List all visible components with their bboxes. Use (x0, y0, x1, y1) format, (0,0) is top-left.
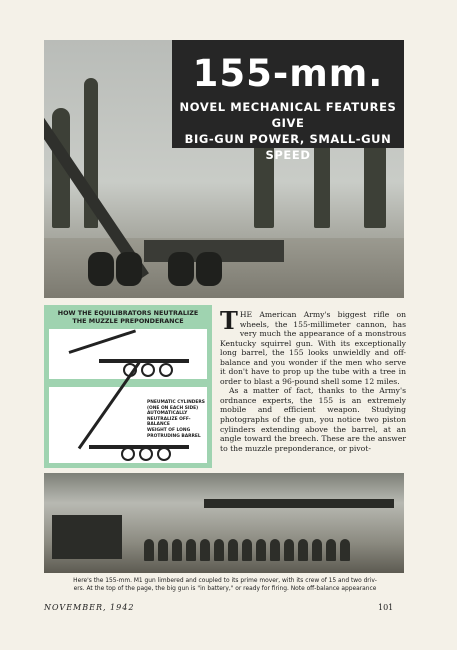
carriage-outline (89, 445, 189, 449)
crew-member (144, 539, 154, 561)
wheel-outline (139, 447, 153, 461)
footer-date: NOVEMBER, 1942 (44, 603, 135, 612)
drop-cap: T (220, 306, 238, 335)
paragraph: As a matter of fact, thanks to the Army's ordnance experts, the 155 is an extremely mobile and efficient weapon. Studying photographs of the gun, you notice two piston cylinders extending above the barrel, at an angle toward the breech. These are the answer to the muzzle preponderance, or pivot- (220, 386, 406, 453)
wheel (168, 252, 194, 286)
wheel (88, 252, 114, 286)
diagram-title (44, 309, 212, 325)
caption-line: Here's the 155-mm. M1 gun limbered and coupled to its prime mover, with its crew of 15 and two driv- (73, 578, 377, 584)
equilibrator-diagram (44, 305, 212, 468)
wheel (116, 252, 142, 286)
page-title: 155-mm. (192, 52, 384, 95)
crew-member (214, 539, 224, 561)
crew-member (340, 539, 350, 561)
note-line: PNEUMATIC CYLINDERS (147, 400, 205, 405)
photo-caption (44, 577, 406, 593)
diagram-panel-top (49, 329, 207, 379)
diagram-note (147, 400, 212, 439)
crew-photo (44, 473, 404, 573)
title-block (172, 40, 404, 162)
note-line: PROTRUDING BARREL (147, 433, 201, 439)
crew-member (326, 539, 336, 561)
crew-member (256, 539, 266, 561)
crew-member (158, 539, 168, 561)
note-line: (ONE ON EACH SIDE) (147, 405, 199, 411)
wheel-outline (121, 447, 135, 461)
diagram-title-line: THE MUZZLE PREPONDERANCE (72, 317, 184, 325)
paragraph-text: HE American Army's biggest rifle on wheels, the 155-millimeter cannon, has very much the appearance of a monstrous Kentucky squirrel gun. With its exceptionally long barrel, the 155 looks unwieldly and off-balance and you wonder if the men who serve it don't have to prop up the tube with a tree in order to blast a 96-pound shell some 12 miles. (220, 310, 406, 386)
diagram-title-line: HOW THE EQUILIBRATORS NEUTRALIZE (57, 309, 199, 317)
subtitle-line: BIG-GUN POWER, SMALL-GUN SPEED (184, 132, 392, 162)
wheel-outline (157, 447, 171, 461)
crew-member (298, 539, 308, 561)
article-body (220, 306, 406, 453)
limbered-gun (204, 499, 394, 508)
note-line: NEUTRALIZE OFF-BALANCE (147, 416, 191, 428)
wheel-outline (141, 363, 155, 377)
crew-member (284, 539, 294, 561)
subtitle (172, 99, 404, 163)
note-line: WEIGHT OF LONG (147, 427, 191, 433)
crew-member (200, 539, 210, 561)
crew-member (228, 539, 238, 561)
crew-member (172, 539, 182, 561)
crew-member (186, 539, 196, 561)
paragraph (220, 306, 406, 386)
crew-member (242, 539, 252, 561)
crew-member (312, 539, 322, 561)
crew-member (270, 539, 280, 561)
page-number: 101 (378, 603, 394, 612)
note-line: AUTOMATICALLY (147, 411, 188, 417)
gun-outline (69, 329, 137, 353)
wheel-outline (159, 363, 173, 377)
carriage-outline (99, 359, 189, 363)
subtitle-line: NOVEL MECHANICAL FEATURES GIVE (179, 100, 397, 130)
prime-mover (52, 515, 122, 559)
caption-line: ers. At the top of the page, the big gun is "in battery," or ready for firing. Note off-balance appearance (73, 586, 377, 592)
wheel (196, 252, 222, 286)
